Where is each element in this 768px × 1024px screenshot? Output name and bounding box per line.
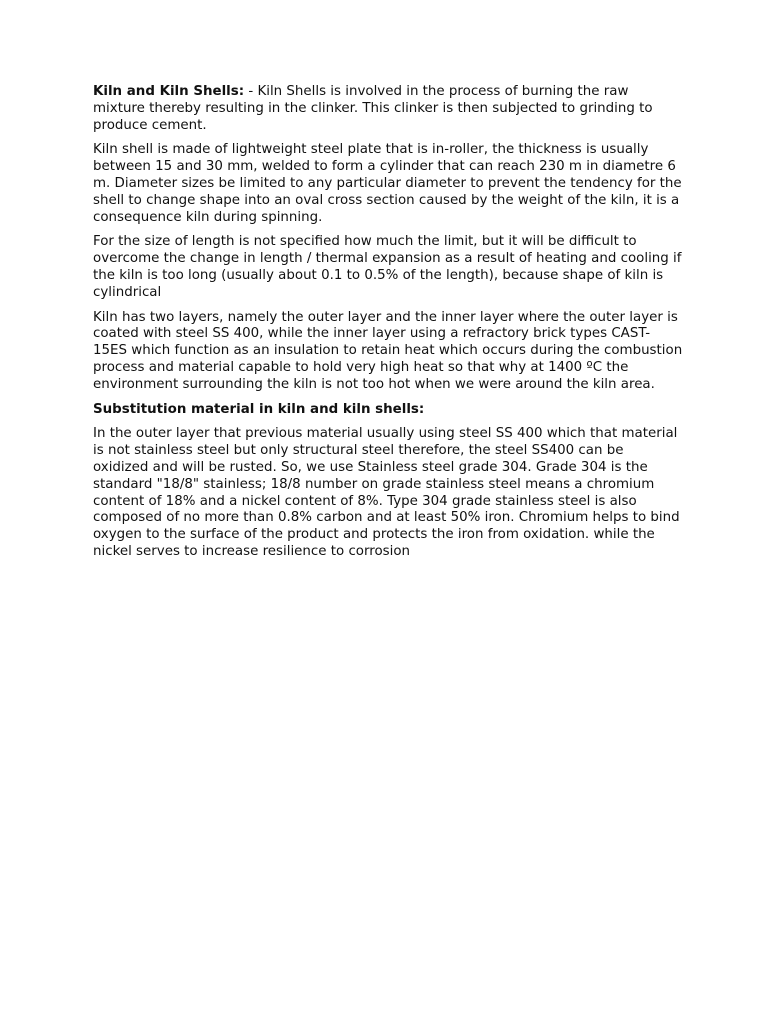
section-heading: Substitution material in kiln and kiln shells:: [93, 401, 425, 417]
intro-paragraph: [93, 84, 683, 134]
paragraph-substitution: In the outer layer that previous material usually using steel SS 400 which that material is not stainless steel but only structural steel therefore, the steel SS400 can be oxidized and will be rusted. So, we use Stainless steel grade 304. Grade 304 is the standard "18/8" stainless; 18/8 number on grade stainless steel means a chromium content of 18% and a nickel content of 8%. Type 304 grade stainless steel is also composed of no more than 0.8% carbon and at least 50% iron. Chromium helps to bind oxygen to the surface of the product and protects the iron from oxidation. while the nickel serves to increase resilience to corrosion: [93, 426, 680, 559]
intro-heading: Kiln and Kiln Shells:: [93, 84, 245, 99]
paragraph-layers: Kiln has two layers, namely the outer layer and the inner layer where the outer layer is coated with steel SS 400, while the inner layer using a refractory brick types CAST-15ES which function as an insulation to retain heat which occurs during the combustion process and material capable to hold very high heat so that why at 1400 ºC the environment surrounding the kiln is not too hot when we were around the kiln area.: [93, 309, 683, 392]
paragraph-length: For the size of length is not specified how much the limit, but it will be difficult to overcome the change in length / thermal expansion as a result of heating and cooling if the kiln is too long (usually about 0.1 to 0.5% of the length), because shape of kiln is cylindrical: [93, 234, 682, 300]
document-page: [93, 84, 683, 569]
paragraph-kiln-shell: Kiln shell is made of lightweight steel plate that is in-roller, the thickness is usually between 15 and 30 mm, welded to form a cylinder that can reach 230 m in diametre 6 m. Diameter sizes be limited to any particular diameter to prevent the tendency for the shell to change shape into an oval cross section caused by the weight of the kiln, it is a consequence kiln during spinning.: [93, 142, 682, 225]
intro-text: - Kiln Shells is involved in the process of burning the raw mixture thereby resulting in the clinker. This clinker is then subjected to grinding to produce cement.: [93, 84, 653, 133]
